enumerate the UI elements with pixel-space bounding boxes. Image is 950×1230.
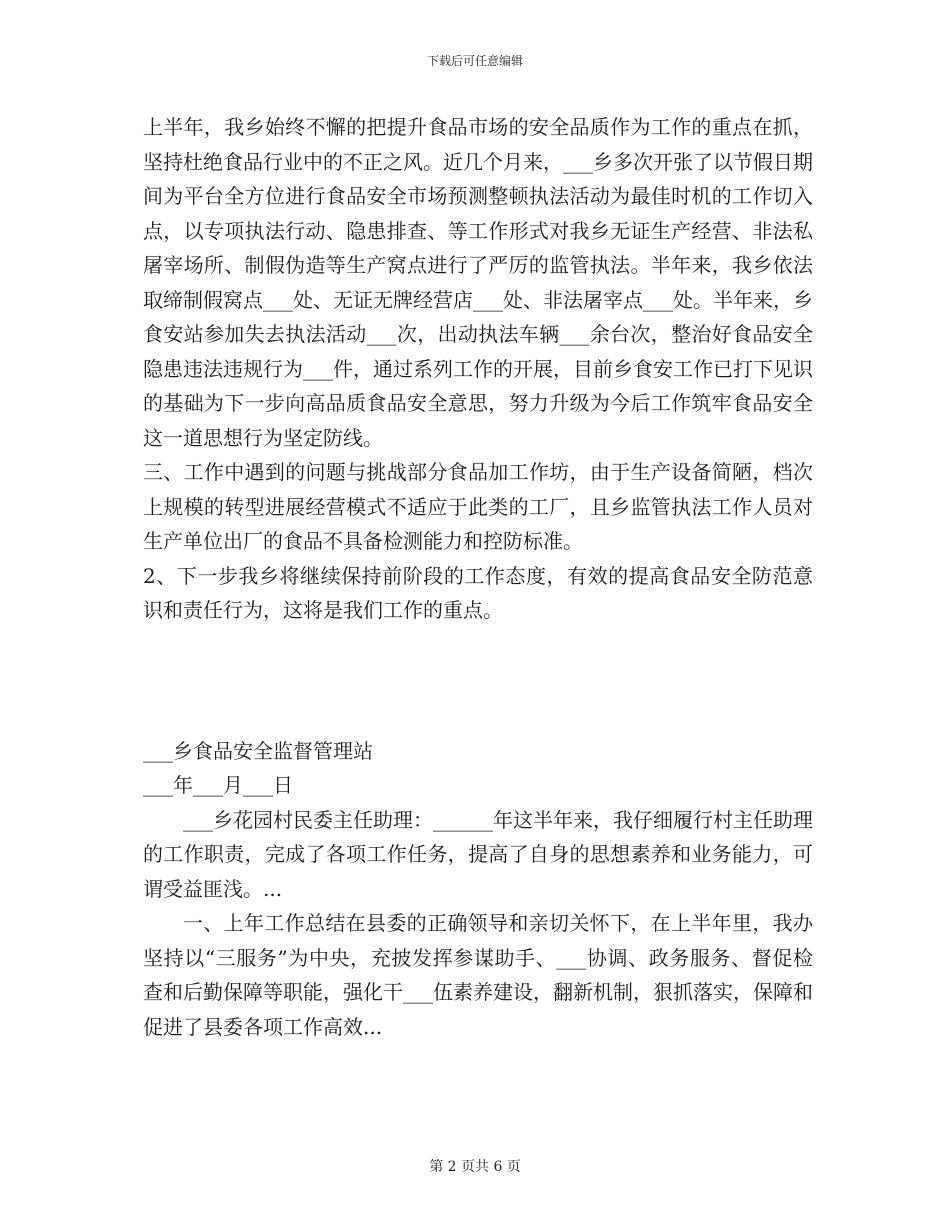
- body-paragraph-3: 2、下一步我乡将继续保持前阶段的工作态度，有效的提高食品安全防范意识和责任行为，这将是我们工作的重点。: [143, 563, 813, 622]
- body-paragraph-4: ___乡花园村民委主任助理：______年这半年来，我仔细履行村主任助理的工作职责，完成了各项工作任务，提高了自身的思想素养和业务能力，可谓受益匪浅。...: [143, 807, 813, 901]
- page-footer: 第 2 页共 6 页: [429, 1159, 521, 1175]
- document-body: [143, 110, 813, 1044]
- body-paragraph-2: 三、工作中遇到的问题与挑战部分食品加工作坊，由于生产设备简陋，档次上规模的转型进展经营模式不适应于此类的工厂，且乡监管执法工作人员对生产单位出厂的食品不具备检测能力和控防标准。: [143, 460, 813, 553]
- body-paragraph-1: 上半年，我乡始终不懈的把提升食品市场的安全品质作为工作的重点在抓，坚持杜绝食品行业中的不正之风。近几个月来，___乡多次开张了以节假日期间为平台全方位进行食品安全市场预测整顿执法活动为最佳时机的工作切入点，以专项执法行动、隐患排查、等工作形式对我乡无证生产经营、非法私屠宰场所、制假伪造等生产窝点进行了严厉的监管执法。半年来，我乡依法取缔制假窝点___处、无证无牌经营店___处、非法屠宰点___处。半年来，乡食安站参加失去执法活动___次，出动执法车辆___余台次，整治好食品安全隐患违法违规行为___件，通过系列工作的开展，目前乡食安工作已打下见识的基础为下一步向高品质食品安全意思，努力升级为今后工作筑牢食品安全这一道思想行为坚定防线。: [143, 115, 813, 450]
- section-gap: [143, 628, 813, 734]
- page-header: 下载后可任意编辑: [426, 54, 523, 68]
- body-paragraph-5: 一、上年工作总结在县委的正确领导和亲切关怀下，在上半年里，我办坚持以“三服务”为中央，充披发挥参谋助手、___协调、政务服务、督促检查和后勤保障等职能，强化干___伍素养建设，翻新机制，狠抓落实，保障和促进了县委各项工作高效...: [143, 911, 813, 1039]
- signature-date: ___年___月___日: [143, 773, 293, 797]
- signature-org: ___乡食品安全监督管理站: [143, 738, 373, 763]
